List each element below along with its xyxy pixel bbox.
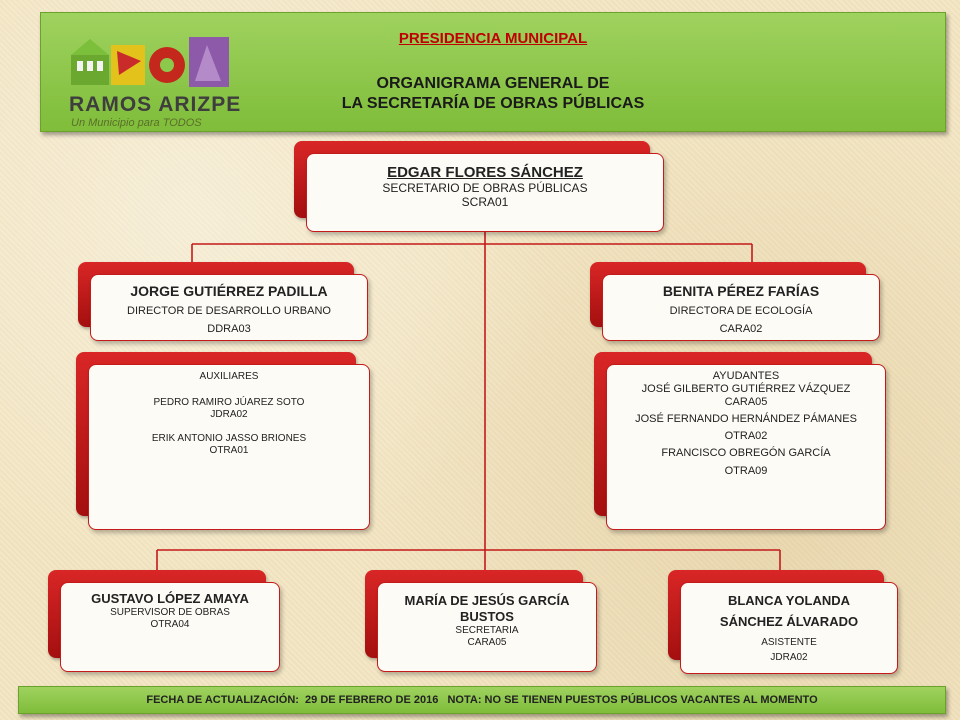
secretaria-role: SECRETARIA [455, 625, 519, 636]
director-right-name: BENITA PÉREZ FARÍAS [662, 283, 820, 299]
node-card [606, 364, 886, 530]
header-title-organigrama: ORGANIGRAMA GENERAL DE [376, 75, 610, 92]
ayudantes-person-3-name: FRANCISCO OBREGÓN GARCÍA [661, 447, 831, 459]
header-banner [40, 12, 946, 132]
secretary-code: SCRA01 [461, 195, 509, 209]
logo-tagline: Un Municipio para TODOS [71, 117, 202, 129]
ayudantes-person-1-name: JOSÉ GILBERTO GUTIÉRREZ VÁZQUEZ [641, 383, 851, 395]
node-secretary [294, 141, 664, 232]
secretary-role: SECRETARIO DE OBRAS PÚBLICAS [382, 181, 588, 195]
header-title-presidencia: PRESIDENCIA MUNICIPAL [398, 30, 588, 47]
auxiliares-title: AUXILIARES [199, 371, 259, 382]
node-director-right [590, 262, 880, 341]
node-secretaria [365, 570, 597, 672]
footer-note: FECHA DE ACTUALIZACIÓN: 29 DE FEBRERO DE 2016 NOTA: NO SE TIENEN PUESTOS PÚBLICOS VACANTES AL MOMENTO [146, 694, 818, 706]
asistente-name-line-1: BLANCA YOLANDA [727, 593, 851, 608]
node-card [88, 364, 370, 530]
director-left-name: JORGE GUTIÉRREZ PADILLA [130, 283, 328, 299]
asistente-name-line-2: SÁNCHEZ ÁLVARADO [719, 614, 859, 629]
auxiliares-person-2-name: ERIK ANTONIO JASSO BRIONES [151, 433, 307, 444]
node-card [90, 274, 368, 341]
node-asistente [668, 570, 898, 674]
asistente-role: ASISTENTE [761, 637, 817, 648]
auxiliares-person-1-name: PEDRO RAMIRO JÚAREZ SOTO [153, 397, 305, 408]
asistente-code: JDRA02 [770, 652, 808, 663]
node-auxiliares [76, 352, 370, 530]
ayudantes-person-2-name: JOSÉ FERNANDO HERNÁNDEZ PÁMANES [635, 413, 857, 425]
secretaria-code: CARA05 [467, 637, 507, 648]
node-card [60, 582, 280, 672]
director-left-role: DIRECTOR DE DESARROLLO URBANO [127, 305, 331, 317]
footer-banner [18, 686, 946, 714]
ayudantes-person-3-code: OTRA09 [724, 465, 768, 477]
header-title-secretaria: LA SECRETARÍA DE OBRAS PÚBLICAS [341, 95, 645, 112]
logo-wordmark: RAMOS ARIZPE [69, 93, 242, 116]
node-supervisor [48, 570, 280, 672]
director-right-code: CARA02 [719, 323, 763, 335]
node-card [306, 153, 664, 232]
node-card [377, 582, 597, 672]
director-left-code: DDRA03 [207, 323, 251, 335]
secretary-name: EDGAR FLORES SÁNCHEZ [387, 164, 583, 181]
supervisor-name: GUSTAVO LÓPEZ AMAYA [91, 591, 249, 606]
node-ayudantes [594, 352, 886, 530]
auxiliares-person-1-code: JDRA02 [210, 409, 248, 420]
supervisor-code: OTRA04 [150, 619, 190, 630]
node-director-left [78, 262, 368, 341]
director-right-role: DIRECTORA DE ECOLOGÍA [669, 305, 813, 317]
auxiliares-person-2-code: OTRA01 [209, 445, 249, 456]
ayudantes-person-1-code: CARA05 [724, 396, 768, 408]
ayudantes-title: AYUDANTES [712, 370, 780, 382]
supervisor-role: SUPERVISOR DE OBRAS [110, 607, 230, 618]
secretaria-name: MARÍA DE JESÚS GARCÍA BUSTOS [404, 593, 570, 624]
node-card [602, 274, 880, 341]
node-card [680, 582, 898, 674]
ayudantes-person-2-code: OTRA02 [724, 430, 768, 442]
